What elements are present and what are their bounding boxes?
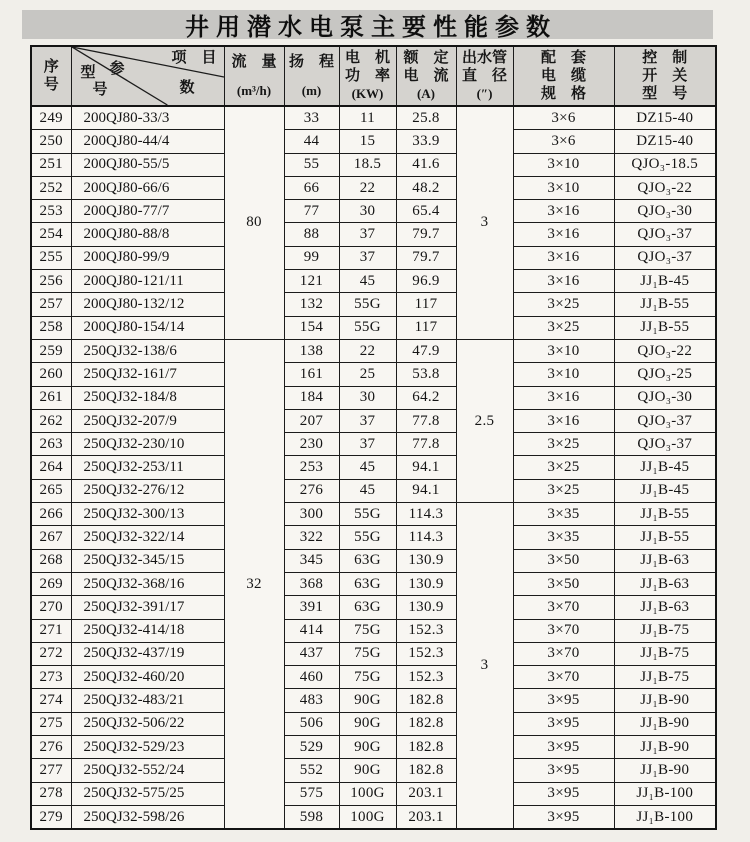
serial-cell: 264 [31, 456, 71, 479]
cable-cell: 3×10 [513, 339, 614, 362]
header-motor-power [339, 46, 396, 106]
switch-cell: DZ15-40 [614, 130, 716, 153]
switch-cell: JJ₁B-100 [614, 782, 716, 805]
header-cable-spec [513, 46, 614, 106]
head-cell: 483 [284, 689, 339, 712]
current-cell: 96.9 [396, 270, 456, 293]
cable-cell: 3×95 [513, 712, 614, 735]
current-cell: 64.2 [396, 386, 456, 409]
serial-cell: 273 [31, 666, 71, 689]
model-cell: 250QJ32-529/23 [71, 736, 224, 759]
header-cable-line3: 规 格 [540, 86, 586, 102]
table-row [31, 223, 716, 246]
header-power-unit: (KW) [351, 86, 384, 101]
header-switch-line1: 控 制 [642, 50, 688, 66]
head-cell: 99 [284, 246, 339, 269]
switch-cell: JJ₁B-75 [614, 666, 716, 689]
table-row [31, 409, 716, 432]
cable-cell: 3×70 [513, 666, 614, 689]
corner-param-char1: 参 [109, 61, 125, 77]
switch-cell: JJ₁B-55 [614, 526, 716, 549]
header-current-line1: 额 定 [403, 50, 449, 66]
header-head [284, 46, 339, 106]
cable-cell: 3×25 [513, 293, 614, 316]
switch-cell: QJO₃-37 [614, 433, 716, 456]
model-cell: 250QJ32-391/17 [71, 596, 224, 619]
switch-cell: JJ₁B-75 [614, 619, 716, 642]
serial-cell: 272 [31, 642, 71, 665]
switch-cell: JJ₁B-63 [614, 572, 716, 595]
serial-cell: 250 [31, 130, 71, 153]
power-cell: 55G [339, 316, 396, 339]
table-row [31, 339, 716, 362]
power-cell: 63G [339, 549, 396, 572]
current-cell: 130.9 [396, 572, 456, 595]
current-cell: 33.9 [396, 130, 456, 153]
power-cell: 30 [339, 386, 396, 409]
switch-cell: QJO₃-18.5 [614, 153, 716, 176]
switch-cell: QJO₃-30 [614, 386, 716, 409]
head-cell: 368 [284, 572, 339, 595]
serial-cell: 267 [31, 526, 71, 549]
current-cell: 130.9 [396, 549, 456, 572]
head-cell: 345 [284, 549, 339, 572]
head-cell: 138 [284, 339, 339, 362]
model-cell: 250QJ32-483/21 [71, 689, 224, 712]
model-cell: 200QJ80-66/6 [71, 176, 224, 199]
head-cell: 575 [284, 782, 339, 805]
table-row [31, 642, 716, 665]
serial-cell: 263 [31, 433, 71, 456]
cable-cell: 3×25 [513, 479, 614, 502]
header-serial-line2: 号 [43, 77, 59, 93]
switch-cell: JJ₁B-55 [614, 316, 716, 339]
header-switch-line2: 开 关 [642, 68, 688, 84]
serial-cell: 249 [31, 106, 71, 130]
power-cell: 55G [339, 503, 396, 526]
switch-cell: QJO₃-30 [614, 200, 716, 223]
current-cell: 203.1 [396, 805, 456, 829]
header-outlet-diameter [456, 46, 513, 106]
cable-cell: 3×16 [513, 200, 614, 223]
serial-cell: 261 [31, 386, 71, 409]
serial-cell: 269 [31, 572, 71, 595]
current-cell: 152.3 [396, 642, 456, 665]
table-row [31, 293, 716, 316]
serial-cell: 253 [31, 200, 71, 223]
model-cell: 250QJ32-322/14 [71, 526, 224, 549]
switch-cell: JJ₁B-63 [614, 549, 716, 572]
header-switch-line3: 型 号 [642, 86, 688, 102]
table-row [31, 153, 716, 176]
cable-cell: 3×10 [513, 363, 614, 386]
table-row [31, 479, 716, 502]
serial-cell: 274 [31, 689, 71, 712]
table-row [31, 316, 716, 339]
flow-group-cell: 32 [224, 339, 284, 829]
model-cell: 250QJ32-552/24 [71, 759, 224, 782]
power-cell: 25 [339, 363, 396, 386]
head-cell: 154 [284, 316, 339, 339]
power-cell: 63G [339, 572, 396, 595]
cable-cell: 3×95 [513, 689, 614, 712]
model-cell: 250QJ32-253/11 [71, 456, 224, 479]
power-cell: 90G [339, 759, 396, 782]
head-cell: 552 [284, 759, 339, 782]
head-cell: 88 [284, 223, 339, 246]
cable-cell: 3×70 [513, 642, 614, 665]
serial-cell: 278 [31, 782, 71, 805]
head-cell: 598 [284, 805, 339, 829]
table-row [31, 503, 716, 526]
serial-cell: 277 [31, 759, 71, 782]
header-row [31, 46, 716, 106]
power-cell: 90G [339, 712, 396, 735]
current-cell: 94.1 [396, 479, 456, 502]
pump-parameters-table [30, 45, 717, 830]
serial-cell: 251 [31, 153, 71, 176]
head-cell: 437 [284, 642, 339, 665]
power-cell: 45 [339, 270, 396, 293]
current-cell: 117 [396, 316, 456, 339]
switch-cell: JJ₁B-55 [614, 503, 716, 526]
switch-cell: QJO₃-22 [614, 339, 716, 362]
current-cell: 152.3 [396, 666, 456, 689]
header-diameter-unit: (″) [476, 86, 493, 101]
page-title: 井用潜水电泵主要性能参数 [185, 15, 557, 41]
current-cell: 152.3 [396, 619, 456, 642]
header-serial [31, 46, 71, 106]
flow-group-cell: 80 [224, 106, 284, 339]
table-row [31, 572, 716, 595]
table-row [31, 433, 716, 456]
head-cell: 55 [284, 153, 339, 176]
power-cell: 45 [339, 479, 396, 502]
current-cell: 117 [396, 293, 456, 316]
head-cell: 529 [284, 736, 339, 759]
header-power-line1: 电 机 [344, 50, 390, 66]
power-cell: 55G [339, 293, 396, 316]
header-current-line2: 电 流 [403, 68, 449, 84]
header-cable-line1: 配 套 [540, 50, 586, 66]
power-cell: 63G [339, 596, 396, 619]
serial-cell: 262 [31, 409, 71, 432]
power-cell: 55G [339, 526, 396, 549]
serial-cell: 265 [31, 479, 71, 502]
table-row [31, 526, 716, 549]
diameter-group-cell: 3 [456, 106, 513, 339]
model-cell: 200QJ80-77/7 [71, 200, 224, 223]
switch-cell: JJ₁B-63 [614, 596, 716, 619]
switch-cell: JJ₁B-55 [614, 293, 716, 316]
cable-cell: 3×50 [513, 549, 614, 572]
header-serial-line1: 序 [43, 59, 59, 75]
head-cell: 132 [284, 293, 339, 316]
cable-cell: 3×25 [513, 433, 614, 456]
current-cell: 182.8 [396, 759, 456, 782]
current-cell: 79.7 [396, 246, 456, 269]
table-row [31, 736, 716, 759]
power-cell: 30 [339, 200, 396, 223]
power-cell: 37 [339, 246, 396, 269]
header-head-unit: (m) [301, 83, 322, 98]
head-cell: 460 [284, 666, 339, 689]
model-cell: 250QJ32-230/10 [71, 433, 224, 456]
table-header [31, 46, 716, 106]
power-cell: 15 [339, 130, 396, 153]
head-cell: 506 [284, 712, 339, 735]
power-cell: 45 [339, 456, 396, 479]
cable-cell: 3×35 [513, 526, 614, 549]
table-row [31, 200, 716, 223]
serial-cell: 271 [31, 619, 71, 642]
cable-cell: 3×95 [513, 805, 614, 829]
table-row [31, 456, 716, 479]
model-cell: 250QJ32-300/13 [71, 503, 224, 526]
head-cell: 253 [284, 456, 339, 479]
model-cell: 200QJ80-121/11 [71, 270, 224, 293]
power-cell: 100G [339, 805, 396, 829]
power-cell: 90G [339, 689, 396, 712]
cable-cell: 3×95 [513, 782, 614, 805]
serial-cell: 256 [31, 270, 71, 293]
switch-cell: QJO₃-37 [614, 246, 716, 269]
cable-cell: 3×10 [513, 176, 614, 199]
serial-cell: 266 [31, 503, 71, 526]
head-cell: 414 [284, 619, 339, 642]
model-cell: 200QJ80-88/8 [71, 223, 224, 246]
cable-cell: 3×70 [513, 619, 614, 642]
switch-cell: QJO₃-25 [614, 363, 716, 386]
header-rated-current [396, 46, 456, 106]
model-cell: 200QJ80-99/9 [71, 246, 224, 269]
current-cell: 130.9 [396, 596, 456, 619]
header-cable-line2: 电 缆 [540, 68, 586, 84]
switch-cell: QJO₃-37 [614, 223, 716, 246]
current-cell: 41.6 [396, 153, 456, 176]
table-row [31, 106, 716, 130]
table-row [31, 805, 716, 829]
head-cell: 184 [284, 386, 339, 409]
diameter-group-cell: 2.5 [456, 339, 513, 502]
model-cell: 250QJ32-207/9 [71, 409, 224, 432]
table-row [31, 666, 716, 689]
switch-cell: JJ₁B-90 [614, 736, 716, 759]
switch-cell: JJ₁B-100 [614, 805, 716, 829]
head-cell: 121 [284, 270, 339, 293]
switch-cell: JJ₁B-45 [614, 456, 716, 479]
table-row [31, 712, 716, 735]
table-row [31, 246, 716, 269]
serial-cell: 260 [31, 363, 71, 386]
cable-cell: 3×25 [513, 316, 614, 339]
serial-cell: 258 [31, 316, 71, 339]
serial-cell: 270 [31, 596, 71, 619]
switch-cell: JJ₁B-45 [614, 270, 716, 293]
serial-cell: 252 [31, 176, 71, 199]
table-row [31, 689, 716, 712]
cable-cell: 3×6 [513, 106, 614, 130]
head-cell: 77 [284, 200, 339, 223]
head-cell: 230 [284, 433, 339, 456]
header-head-label: 扬 程 [288, 54, 334, 70]
header-corner-diagonal [71, 46, 224, 106]
header-control-switch [614, 46, 716, 106]
cable-cell: 3×16 [513, 409, 614, 432]
model-cell: 250QJ32-276/12 [71, 479, 224, 502]
head-cell: 300 [284, 503, 339, 526]
switch-cell: QJO₃-37 [614, 409, 716, 432]
model-cell: 250QJ32-460/20 [71, 666, 224, 689]
header-diameter-line1: 出水管 [461, 50, 507, 66]
table-row [31, 386, 716, 409]
table-row [31, 130, 716, 153]
power-cell: 90G [339, 736, 396, 759]
header-current-unit: (A) [416, 86, 436, 101]
power-cell: 37 [339, 409, 396, 432]
corner-param-char2: 数 [179, 80, 195, 96]
table-row [31, 782, 716, 805]
model-cell: 250QJ32-414/18 [71, 619, 224, 642]
cable-cell: 3×25 [513, 456, 614, 479]
head-cell: 276 [284, 479, 339, 502]
current-cell: 79.7 [396, 223, 456, 246]
model-cell: 200QJ80-154/14 [71, 316, 224, 339]
cable-cell: 3×16 [513, 223, 614, 246]
power-cell: 22 [339, 176, 396, 199]
head-cell: 33 [284, 106, 339, 130]
title-band [22, 10, 713, 39]
header-flow [224, 46, 284, 106]
corner-model-char2: 号 [92, 82, 108, 98]
current-cell: 114.3 [396, 503, 456, 526]
model-cell: 200QJ80-55/5 [71, 153, 224, 176]
table-row [31, 759, 716, 782]
cable-cell: 3×50 [513, 572, 614, 595]
power-cell: 37 [339, 433, 396, 456]
head-cell: 161 [284, 363, 339, 386]
power-cell: 11 [339, 106, 396, 130]
cable-cell: 3×35 [513, 503, 614, 526]
model-cell: 250QJ32-598/26 [71, 805, 224, 829]
model-cell: 250QJ32-345/15 [71, 549, 224, 572]
model-cell: 250QJ32-506/22 [71, 712, 224, 735]
head-cell: 66 [284, 176, 339, 199]
table-row [31, 549, 716, 572]
head-cell: 391 [284, 596, 339, 619]
switch-cell: DZ15-40 [614, 106, 716, 130]
table-body [31, 106, 716, 829]
switch-cell: JJ₁B-90 [614, 759, 716, 782]
cable-cell: 3×16 [513, 386, 614, 409]
serial-cell: 268 [31, 549, 71, 572]
power-cell: 75G [339, 619, 396, 642]
serial-cell: 276 [31, 736, 71, 759]
cable-cell: 3×16 [513, 246, 614, 269]
model-cell: 200QJ80-44/4 [71, 130, 224, 153]
model-cell: 250QJ32-184/8 [71, 386, 224, 409]
table-row [31, 363, 716, 386]
current-cell: 47.9 [396, 339, 456, 362]
table-row [31, 596, 716, 619]
cable-cell: 3×6 [513, 130, 614, 153]
current-cell: 114.3 [396, 526, 456, 549]
model-cell: 200QJ80-132/12 [71, 293, 224, 316]
head-cell: 322 [284, 526, 339, 549]
diameter-group-cell: 3 [456, 503, 513, 830]
switch-cell: JJ₁B-75 [614, 642, 716, 665]
corner-model-char1: 型 [80, 65, 96, 81]
head-cell: 44 [284, 130, 339, 153]
head-cell: 207 [284, 409, 339, 432]
serial-cell: 257 [31, 293, 71, 316]
current-cell: 25.8 [396, 106, 456, 130]
switch-cell: JJ₁B-90 [614, 689, 716, 712]
power-cell: 100G [339, 782, 396, 805]
current-cell: 94.1 [396, 456, 456, 479]
current-cell: 77.8 [396, 433, 456, 456]
table-row [31, 270, 716, 293]
cable-cell: 3×70 [513, 596, 614, 619]
table-row [31, 619, 716, 642]
cable-cell: 3×16 [513, 270, 614, 293]
serial-cell: 279 [31, 805, 71, 829]
power-cell: 75G [339, 642, 396, 665]
model-cell: 250QJ32-575/25 [71, 782, 224, 805]
current-cell: 182.8 [396, 689, 456, 712]
current-cell: 65.4 [396, 200, 456, 223]
header-diameter-line2: 直 径 [461, 68, 507, 84]
current-cell: 182.8 [396, 736, 456, 759]
switch-cell: JJ₁B-45 [614, 479, 716, 502]
cable-cell: 3×95 [513, 759, 614, 782]
power-cell: 18.5 [339, 153, 396, 176]
switch-cell: JJ₁B-90 [614, 712, 716, 735]
model-cell: 250QJ32-138/6 [71, 339, 224, 362]
current-cell: 77.8 [396, 409, 456, 432]
power-cell: 75G [339, 666, 396, 689]
serial-cell: 254 [31, 223, 71, 246]
header-flow-unit: (m³/h) [236, 83, 272, 98]
header-flow-label: 流 量 [231, 54, 277, 70]
cable-cell: 3×95 [513, 736, 614, 759]
switch-cell: QJO₃-22 [614, 176, 716, 199]
model-cell: 250QJ32-161/7 [71, 363, 224, 386]
header-power-line2: 功 率 [344, 68, 390, 84]
current-cell: 48.2 [396, 176, 456, 199]
current-cell: 182.8 [396, 712, 456, 735]
serial-cell: 255 [31, 246, 71, 269]
current-cell: 203.1 [396, 782, 456, 805]
cable-cell: 3×10 [513, 153, 614, 176]
power-cell: 22 [339, 339, 396, 362]
serial-cell: 275 [31, 712, 71, 735]
table-row [31, 176, 716, 199]
serial-cell: 259 [31, 339, 71, 362]
model-cell: 200QJ80-33/3 [71, 106, 224, 130]
model-cell: 250QJ32-368/16 [71, 572, 224, 595]
power-cell: 37 [339, 223, 396, 246]
corner-project-label: 项 目 [171, 50, 217, 66]
current-cell: 53.8 [396, 363, 456, 386]
model-cell: 250QJ32-437/19 [71, 642, 224, 665]
